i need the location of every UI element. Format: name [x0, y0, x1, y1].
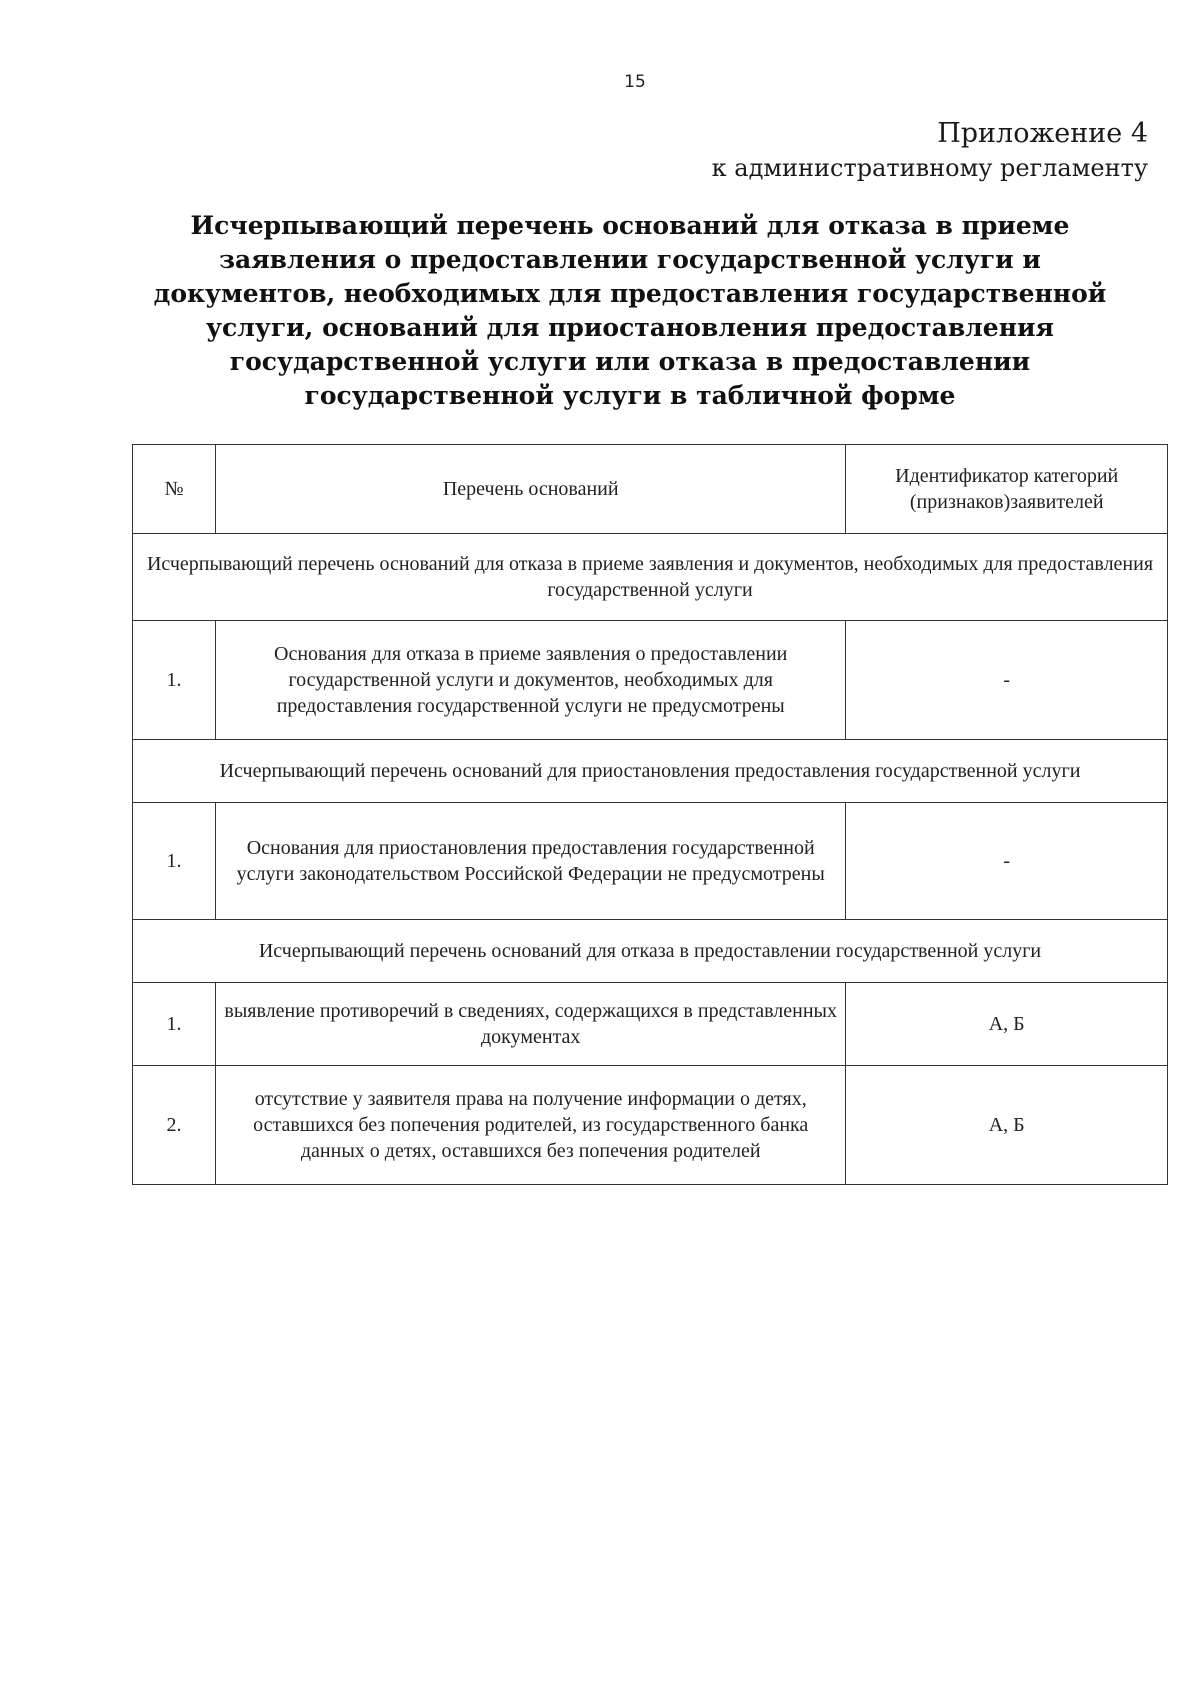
- row-identifier: -: [846, 803, 1168, 920]
- section-title: Исчерпывающий перечень оснований для отказа в предоставлении государственной услуги: [133, 920, 1168, 983]
- grounds-table: [132, 444, 1168, 1185]
- table-row: [133, 983, 1168, 1066]
- table-header-row: [133, 445, 1168, 534]
- section-title: Исчерпывающий перечень оснований для приостановления предоставления государственной услуги: [133, 740, 1168, 803]
- row-grounds: отсутствие у заявителя права на получение информации о детях, оставшихся без попечения родителей, из государственного банка данных о детях, оставшихся без попечения родителей: [216, 1066, 846, 1185]
- row-number: 1.: [133, 803, 216, 920]
- section-row: [133, 534, 1168, 621]
- row-identifier: А, Б: [846, 983, 1168, 1066]
- section-row: [133, 740, 1168, 803]
- row-grounds: Основания для приостановления предоставления государственной услуги законодательством Российской Федерации не предусмотрены: [216, 803, 846, 920]
- row-identifier: -: [846, 621, 1168, 740]
- row-number: 2.: [133, 1066, 216, 1185]
- row-identifier: А, Б: [846, 1066, 1168, 1185]
- table-row: [133, 1066, 1168, 1185]
- section-row: [133, 920, 1168, 983]
- table-row: [133, 621, 1168, 740]
- appendix-reference: к административному регламенту: [711, 154, 1148, 182]
- row-number: 1.: [133, 621, 216, 740]
- table-row: [133, 803, 1168, 920]
- header-grounds: Перечень оснований: [216, 445, 846, 534]
- section-title: Исчерпывающий перечень оснований для отказа в приеме заявления и документов, необходимых для предоставления государственной услуги: [133, 534, 1168, 621]
- row-grounds: Основания для отказа в приеме заявления о предоставлении государственной услуги и документов, необходимых для предоставления государственной услуги не предусмотрены: [216, 621, 846, 740]
- appendix-label: Приложение 4: [937, 118, 1148, 149]
- header-number: №: [133, 445, 216, 534]
- row-number: 1.: [133, 983, 216, 1066]
- appendix-block: [712, 117, 1148, 185]
- header-identifier: Идентификатор категорий (признаков)заявителей: [846, 445, 1168, 534]
- document-title: Исчерпывающий перечень оснований для отказа в приеме заявления о предоставлении государственной услуги и документов, необходимых для предоставления государственной услуги, оснований для приостановления предоставления государственной услуги или отказа в предоставлении государственной услуги в табличной форме: [153, 211, 1107, 410]
- row-grounds: выявление противоречий в сведениях, содержащихся в представленных документах: [216, 983, 846, 1066]
- page-number: 15: [624, 72, 646, 92]
